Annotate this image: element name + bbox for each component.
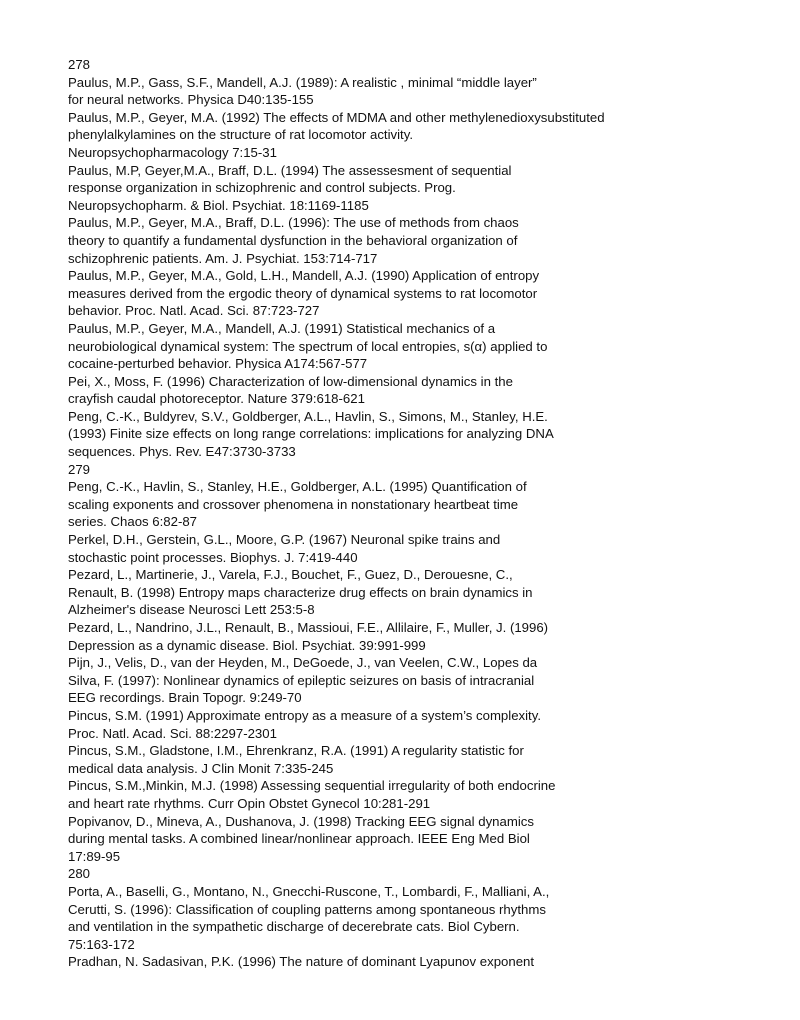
reference-line: behavior. Proc. Natl. Acad. Sci. 87:723-727 xyxy=(68,303,320,319)
reference-line: Pijn, J., Velis, D., van der Heyden, M., DeGoede, J., van Veelen, C.W., Lopes da xyxy=(68,655,538,671)
reference-line: Pincus, S.M.,Minkin, M.J. (1998) Assessing sequential irregularity of both endocrine xyxy=(68,778,556,794)
reference-line: Paulus, M.P., Geyer, M.A. (1992) The effects of MDMA and other methylenedioxysubstituted xyxy=(68,109,605,125)
reference-line: Pincus, S.M. (1991) Approximate entropy as a measure of a system’s complexity. xyxy=(68,707,541,723)
reference-line: and ventilation in the sympathetic discharge of decerebrate cats. Biol Cybern. xyxy=(68,919,520,935)
reference-line: scaling exponents and crossover phenomena in nonstationary heartbeat time xyxy=(68,496,519,512)
reference-line: 75:163-172 xyxy=(68,936,135,952)
reference-line: Paulus, M.P, Geyer,M.A., Braff, D.L. (1994) The assessesment of sequential xyxy=(68,162,512,178)
reference-line: series. Chaos 6:82-87 xyxy=(68,514,198,530)
reference-line: Porta, A., Baselli, G., Montano, N., Gnecchi-Ruscone, T., Lombardi, F., Malliani, A., xyxy=(68,883,550,899)
reference-list-page xyxy=(68,56,788,971)
reference-line: Pradhan, N. Sadasivan, P.K. (1996) The nature of dominant Lyapunov exponent xyxy=(68,954,535,970)
reference-line: Depression as a dynamic disease. Biol. Psychiat. 39:991-999 xyxy=(68,637,426,653)
reference-line: cocaine-perturbed behavior. Physica A174:567-577 xyxy=(68,356,368,372)
reference-line: Renault, B. (1998) Entropy maps characterize drug effects on brain dynamics in xyxy=(68,584,533,600)
page-number: 280 xyxy=(68,866,91,882)
reference-line: response organization in schizophrenic and control subjects. Prog. xyxy=(68,180,456,196)
reference-line: Paulus, M.P., Gass, S.F., Mandell, A.J. (1989): A realistic , minimal “middle layer” xyxy=(68,74,537,90)
reference-line: Alzheimer's disease Neurosci Lett 253:5-8 xyxy=(68,602,315,618)
reference-line: Neuropsychopharmacology 7:15-31 xyxy=(68,144,277,160)
reference-line: neurobiological dynamical system: The spectrum of local entropies, s(α) applied to xyxy=(68,338,548,354)
reference-line: Perkel, D.H., Gerstein, G.L., Moore, G.P. (1967) Neuronal spike trains and xyxy=(68,532,501,548)
reference-line: Pezard, L., Martinerie, J., Varela, F.J., Bouchet, F., Guez, D., Derouesne, C., xyxy=(68,567,513,583)
reference-line: Paulus, M.P., Geyer, M.A., Gold, L.H., Mandell, A.J. (1990) Application of entropy xyxy=(68,268,540,284)
reference-line: Pincus, S.M., Gladstone, I.M., Ehrenkranz, R.A. (1991) A regularity statistic for xyxy=(68,743,524,759)
reference-line: and heart rate rhythms. Curr Opin Obstet Gynecol 10:281-291 xyxy=(68,795,431,811)
reference-line: phenylalkylamines on the structure of rat locomotor activity. xyxy=(68,127,413,143)
reference-line: measures derived from the ergodic theory of dynamical systems to rat locomotor xyxy=(68,285,538,301)
page-number: 279 xyxy=(68,461,91,477)
reference-line: Popivanov, D., Mineva, A., Dushanova, J. (1998) Tracking EEG signal dynamics xyxy=(68,813,534,829)
page-number: 278 xyxy=(68,57,91,72)
reference-line: crayfish caudal photoreceptor. Nature 379:618-621 xyxy=(68,391,365,407)
reference-line: Proc. Natl. Acad. Sci. 88:2297-2301 xyxy=(68,725,277,741)
reference-line: during mental tasks. A combined linear/nonlinear approach. IEEE Eng Med Biol xyxy=(68,831,530,847)
reference-line: Neuropsychopharm. & Biol. Psychiat. 18:1169-1185 xyxy=(68,197,369,213)
reference-line: theory to quantify a fundamental dysfunction in the behavioral organization of xyxy=(68,232,518,248)
reference-line: stochastic point processes. Biophys. J. 7:419-440 xyxy=(68,549,358,565)
reference-line: medical data analysis. J Clin Monit 7:335-245 xyxy=(68,760,334,776)
reference-line: Pei, X., Moss, F. (1996) Characterization of low-dimensional dynamics in the xyxy=(68,373,513,389)
reference-line: for neural networks. Physica D40:135-155 xyxy=(68,92,314,108)
reference-line: Paulus, M.P., Geyer, M.A., Mandell, A.J. (1991) Statistical mechanics of a xyxy=(68,320,496,336)
reference-line: Paulus, M.P., Geyer, M.A., Braff, D.L. (1996): The use of methods from chaos xyxy=(68,215,519,231)
reference-line: (1993) Finite size effects on long range correlations: implications for analyzing DNA xyxy=(68,426,554,442)
reference-line: Peng, C.-K., Havlin, S., Stanley, H.E., Goldberger, A.L. (1995) Quantification of xyxy=(68,479,527,495)
reference-line: Silva, F. (1997): Nonlinear dynamics of epileptic seizures on basis of intracranial xyxy=(68,672,535,688)
reference-line: Pezard, L., Nandrino, J.L., Renault, B., Massioui, F.E., Allilaire, F., Muller, J. (1996) xyxy=(68,620,549,635)
reference-line: Cerutti, S. (1996): Classification of coupling patterns among spontaneous rhythms xyxy=(68,901,546,917)
reference-line: schizophrenic patients. Am. J. Psychiat. 153:714-717 xyxy=(68,250,378,266)
reference-line: Peng, C.-K., Buldyrev, S.V., Goldberger, A.L., Havlin, S., Simons, M., Stanley, H.E. xyxy=(68,408,548,424)
reference-line: EEG recordings. Brain Topogr. 9:249-70 xyxy=(68,690,302,706)
reference-line: sequences. Phys. Rev. E47:3730-3733 xyxy=(68,444,296,460)
reference-line: 17:89-95 xyxy=(68,848,121,864)
